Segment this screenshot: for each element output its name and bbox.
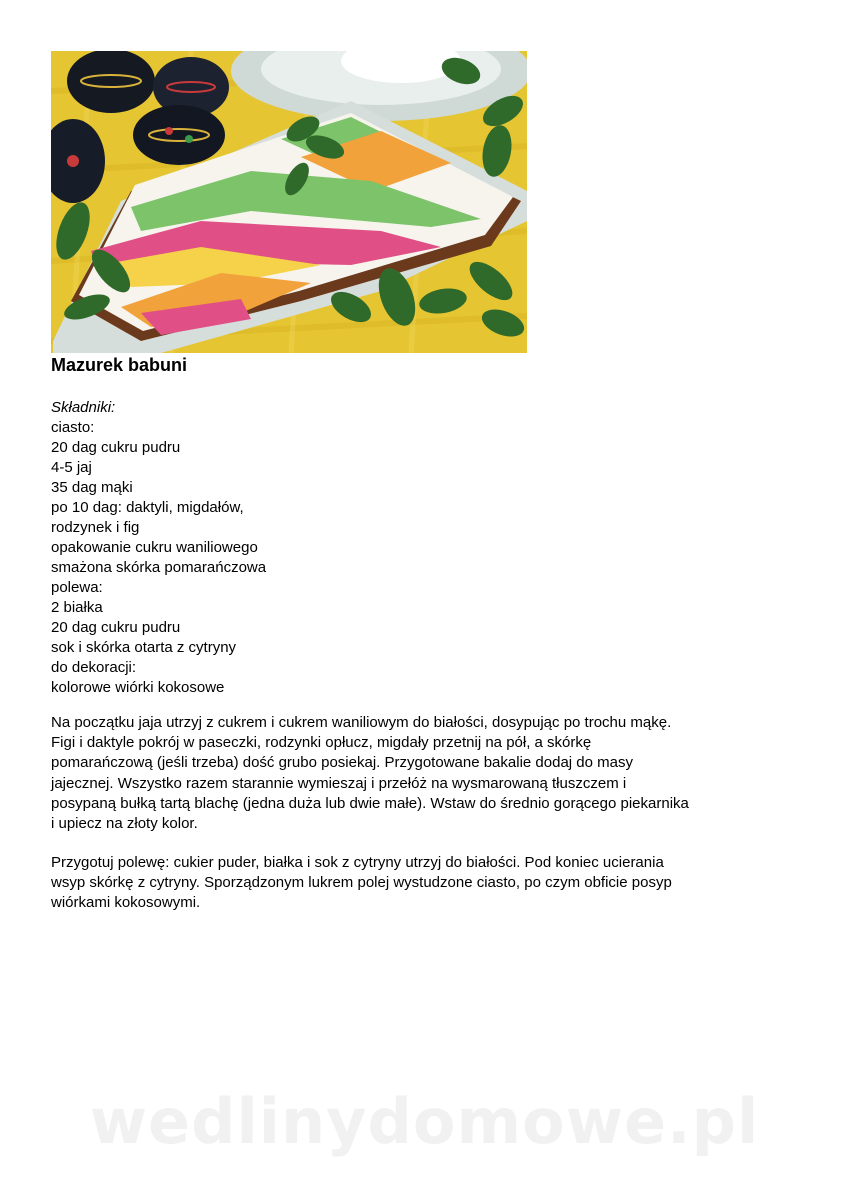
ingredient-line: rodzynek i fig [51,519,140,536]
ingredient-line: smażona skórka pomarańczowa [51,559,267,576]
mazurek-photo [51,51,527,353]
ingredient-line: ciasto: [51,419,95,436]
instructions-paragraph-2 [51,853,811,914]
ingredient-line: po 10 dag: daktyli, migdałów, [51,499,244,516]
ingredient-line: 20 dag cukru pudru [51,439,181,456]
site-watermark: wedlinydomowe.pl [89,1085,760,1158]
instructions-paragraph-1 [51,713,811,834]
instruction-line: wiórkami kokosowymi. [51,894,201,912]
ingredient-line: sok i skórka otarta z cytryny [51,639,237,656]
ingredient-line: do dekoracji: [51,659,137,676]
instruction-line: Figi i daktyle pokrój w paseczki, rodzynki opłucz, migdały przetnij na pół, a skórkę [51,734,592,752]
ingredient-line: 4-5 jaj [51,459,92,476]
ingredient-line: kolorowe wiórki kokosowe [51,679,225,696]
ingredient-line: 20 dag cukru pudru [51,619,181,636]
instruction-line: wsyp skórkę z cytryny. Sporządzonym lukrem polej wystudzone ciasto, po czym obficie posyp [51,874,672,892]
mazurek-photo-illustration [51,51,527,353]
instruction-line: posypaną bułką tartą blachę (jedna duża lub dwie małe). Wstaw do średnio gorącego piekarnika [51,794,689,812]
instruction-line: i upiecz na złoty kolor. [51,815,198,833]
instruction-line: pomarańczową (jeśli trzeba) dość grubo posiekaj. Przygotowane bakalie dodaj do masy [51,754,633,772]
recipe-title: Mazurek babuni [51,355,188,375]
ingredient-line: 35 dag mąki [51,479,133,496]
instruction-line: Na początku jaja utrzyj z cukrem i cukrem waniliowym do białości, dosypując po trochu mąkę. [51,714,672,731]
ingredient-line: 2 białka [51,599,103,616]
ingredients-heading: Składniki: [51,399,116,416]
ingredient-line: polewa: [51,579,103,596]
ingredient-line: opakowanie cukru waniliowego [51,539,258,556]
instruction-line: jajecznej. Wszystko razem starannie wymieszaj i przełóż na wysmarowaną tłuszczem i [51,774,627,792]
instruction-line: Przygotuj polewę: cukier puder, białka i sok z cytryny utrzyj do białości. Pod koniec ucierania [51,854,664,871]
ingredients-list [51,398,266,698]
